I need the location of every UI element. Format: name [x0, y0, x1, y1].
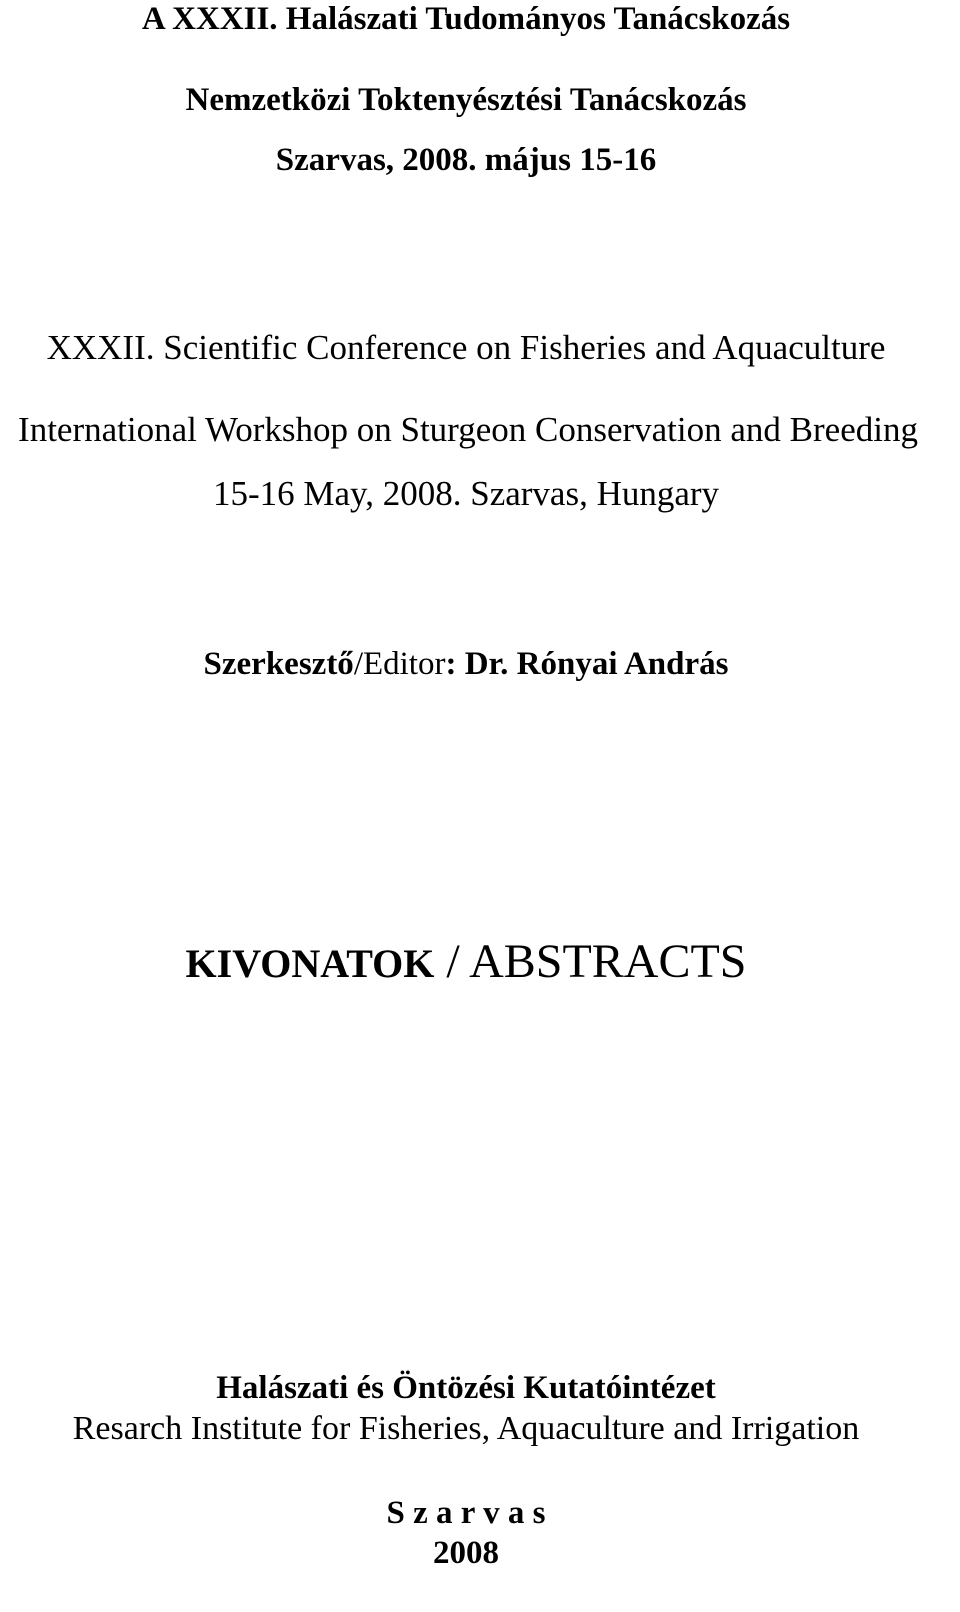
institute-hu: Halászati és Öntözési Kutatóintézet	[216, 1370, 716, 1406]
footer-year: 2008	[433, 1535, 499, 1571]
en-date-place: 15-16 May, 2008. Szarvas, Hungary	[212, 474, 720, 513]
hu-title: A XXXII. Halászati Tudományos Tanácskozás	[141, 1, 791, 37]
hu-subtitle: Nemzetközi Toktenyésztési Tanácskozás	[185, 82, 747, 118]
footer-city: S z a r v a s	[386, 1495, 546, 1531]
abstracts-heading	[0, 935, 946, 988]
en-title: XXXII. Scientific Conference on Fisheries and Aquaculture	[46, 328, 886, 367]
hu-place-date: Szarvas, 2008. május 15-16	[275, 142, 657, 178]
editor-label-hu: Szerkesztő	[203, 646, 354, 682]
editor-name: : Dr. Rónyai András	[445, 646, 729, 682]
editor-label-en: /Editor	[353, 646, 446, 682]
abstracts-en: ABSTRACTS	[469, 935, 747, 988]
abstracts-separator: /	[434, 935, 470, 988]
en-subtitle: International Workshop on Sturgeon Conservation and Breeding	[18, 410, 918, 449]
abstracts-hu: KIVONATOK	[185, 941, 435, 986]
editor-line	[0, 648, 946, 681]
institute-en: Resarch Institute for Fisheries, Aquaculture and Irrigation	[72, 1410, 860, 1447]
